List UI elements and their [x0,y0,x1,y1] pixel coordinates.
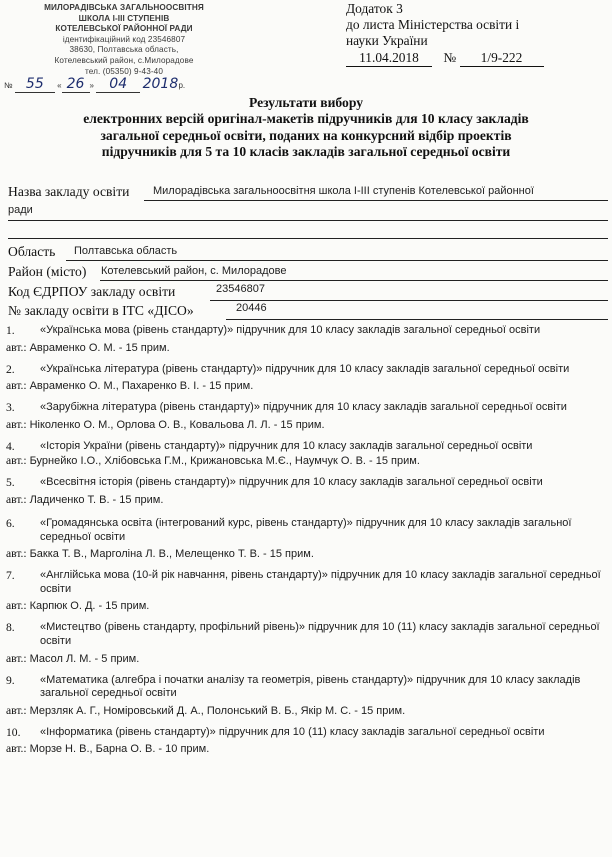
edrpou-value: 23546807 [216,283,265,295]
title-line: підручників для 5 та 10 класів закладів загальної середньої освіти [101,143,511,159]
school-stamp [8,3,240,77]
item-number: 10. [6,725,21,739]
stamp-line: ШКОЛА І-ІІІ СТУПЕНІВ [78,13,170,23]
underline [66,260,608,261]
annex-header [346,1,608,67]
annex-date: 11.04.2018 [346,50,432,67]
item-number: 6. [6,516,15,530]
field-label: Область [8,244,56,259]
outgoing-number-value: 55 [15,76,55,93]
list-item [6,726,608,757]
title-line: електронних версій оригінал-макетів підручників для 10 класу закладів [83,111,529,127]
author-names: Авраменко О. М., Пахаренко В. І. - 15 прим. [29,380,254,393]
annex-line: Додаток 3 [346,1,403,16]
stamp-line: Котелевський район, с.Милорадове [54,55,194,65]
stamp-line: тел. (05350) 9-43-40 [85,66,163,76]
author-prefix: авт.: [6,651,27,665]
underline [210,300,608,301]
underline [100,280,608,281]
item-number: 1. [6,324,15,337]
item-number: 5. [6,476,15,490]
list-item [6,363,608,394]
item-authors [6,599,608,613]
author-names: Морзе Н. В., Барна О. В. - 10 прим. [29,743,210,756]
outgoing-number-sign: № [4,81,13,90]
item-title: «Українська мова (рівень стандарту)» підручник для 10 класу закладів загальної середньої освіти [40,324,541,336]
outgoing-year: 2018 [142,76,179,92]
author-names: Масол Л. М. - 5 прим. [29,652,140,665]
author-prefix: авт.: [6,340,27,354]
item-title: «Зарубіжна література (рівень стандарту)» підручник для 10 класу закладів загальної середньої освіти [40,401,567,414]
annex-date-line [346,50,608,67]
title-line: загальної середньої освіти, поданих на конкурсний відбір проектів [100,127,512,143]
stamp-line: МИЛОРАДІВСЬКА ЗАГАЛЬНООСВІТНЯ [44,3,204,12]
field-label: Код ЄДРПОУ закладу освіти [8,284,176,299]
item-title: «Мистецтво (рівень стандарту, профільний рівень)» підручник для 10 (11) класу закладів загальної середньої освіти [40,621,600,647]
author-names: Бакка Т. В., Марголіна Л. В., Мелещенко Т. В. - 15 прим. [29,548,314,561]
item-authors [6,454,608,468]
list-item [6,324,608,355]
outgoing-year-suffix: р. [178,81,186,90]
author-prefix: авт.: [6,379,27,393]
item-title: «Всесвітня історія (рівень стандарту)» підручник для 10 класу закладів загальної середньої освіти [40,476,543,489]
district-value: Котелевський район, с. Милорадове [101,265,287,277]
institution-name-value-2: ради [8,204,33,216]
list-item [6,517,608,561]
author-prefix: авт.: [6,742,27,756]
underline [144,200,608,201]
list-item [6,476,608,507]
field-label: Район (місто) [8,264,87,279]
list-item [6,621,608,665]
list-item [6,440,608,469]
item-number: 4. [6,439,15,453]
item-title: «Математика (алгебра і початки аналізу та геометрія, рівень стандарту)» підручник для 10 класу закладів загальної середньої освіти [40,673,581,700]
outgoing-day: 26 [62,76,90,93]
region-value: Полтавська область [74,245,178,257]
textbook-list [6,324,608,760]
item-authors [6,742,608,756]
field-label: № закладу освіти в ІТС «ДІСО» [8,303,194,318]
field-label: Назва закладу освіти [8,184,130,199]
item-authors [6,418,608,432]
list-item [6,569,608,613]
item-number: 9. [6,673,15,687]
stamp-line: КОТЕЛЕВСЬКОЇ РАЙОННОЇ РАДИ [55,24,193,34]
item-number: 7. [6,569,15,583]
item-authors [6,652,608,666]
item-title: «Українська література (рівень стандарту)» підручник для 10 класу закладів загальної середньої освіти [40,362,570,375]
list-item [6,401,608,432]
author-prefix: авт.: [6,703,27,717]
item-authors [6,379,608,393]
item-authors [6,704,608,718]
item-title: «Історія України (рівень стандарту)» підручник для 10 класу закладів загальної середньої освіти [40,439,533,452]
district-field [8,264,287,280]
item-authors [6,341,608,355]
list-item [6,674,608,718]
underline [226,319,608,320]
underline [8,220,608,221]
title-line: Результати вибору [248,95,364,110]
item-title: «Англійська мова (10-й рік навчання, рівень стандарту)» підручник для 10 класу закладів загальної середньої освіти [40,569,601,595]
author-prefix: авт.: [6,492,27,506]
edrpou-field [8,283,265,300]
author-prefix: авт.: [6,599,27,613]
its-diso-value: 20446 [236,302,267,314]
author-names: Карпюк О. Д. - 15 прим. [29,600,150,613]
annex-line: до листа Міністерства освіти і [346,17,520,33]
author-prefix: авт.: [6,417,27,431]
annex-number: 1/9-222 [460,50,544,67]
item-number: 8. [6,621,15,635]
underline [8,238,608,239]
region-field [8,244,178,260]
institution-name-value: Милорадівська загальноосвітня школа І-ІІІ ступенів Котелевської районної [153,185,534,197]
author-names: Ладиченко Т. В. - 15 прим. [29,493,164,506]
item-title: «Інформатика (рівень стандарту)» підручник для 10 (11) класу закладів загальної середньої освіти [40,725,545,738]
item-number: 2. [6,362,15,376]
item-title: «Громадянська освіта (інтегрований курс, рівень стандарту)» підручник для 10 класу закладів загальної середньої освіти [40,516,572,543]
item-authors [6,547,608,561]
stamp-line: 38630, Полтавська область, [69,45,179,55]
annex-line: науки України [346,33,428,49]
author-prefix: авт.: [6,454,27,468]
author-prefix: авт.: [6,547,27,561]
item-authors [6,493,608,507]
author-names: Бурнейко І.О., Хлібовська Г.М., Крижановська М.Є., Наумчук О. В. - 15 прим. [29,455,420,468]
author-names: Авраменко О. М. - 15 прим. [29,341,170,354]
stamp-line: ідентифікаційний код 23546807 [62,34,186,44]
item-number: 3. [6,401,15,415]
its-diso-field [8,302,267,319]
outgoing-number: № 55 « 26 » 04 2018р. [4,76,186,92]
author-names: Ніколенко О. М., Орлова О. В., Ковальова Л. Л. - 15 прим. [29,418,325,431]
document-title [30,95,582,160]
author-names: Мерзляк А. Г., Номіровський Д. А., Полонський В. Б., Якір М. С. - 15 прим. [29,704,406,717]
institution-name-field [8,184,534,200]
outgoing-month: 04 [96,76,140,93]
annex-number-sign: № [443,49,457,65]
